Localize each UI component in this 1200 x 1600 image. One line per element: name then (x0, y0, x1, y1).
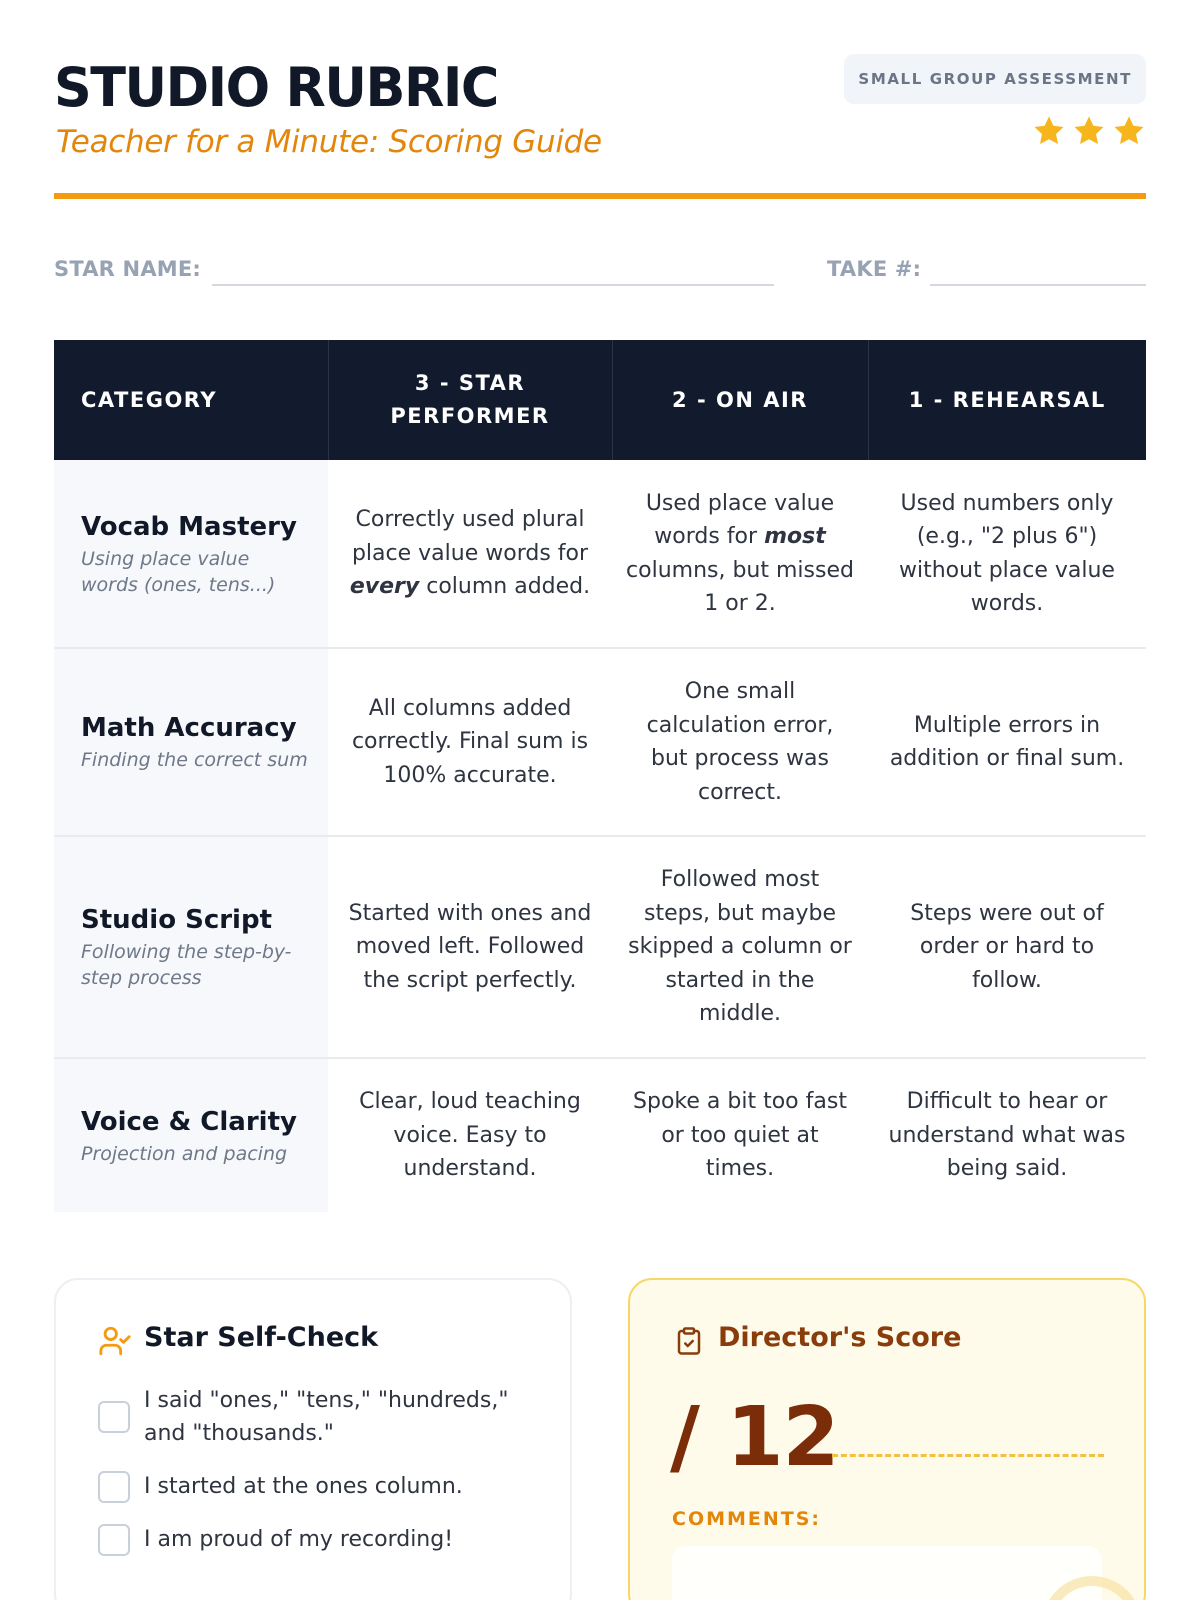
checklist-item-label: I said "ones," "tens," "hundreds," and "thousands." (144, 1388, 509, 1446)
category-cell (54, 836, 328, 1058)
category-name: Vocab Mastery (81, 511, 297, 542)
level-2-description: Spoke a bit too fast or too quiet at times. (633, 1089, 847, 1182)
category-description: Projection and pacing (81, 1142, 288, 1165)
checklist-item[interactable] (98, 1523, 453, 1556)
table-row (54, 836, 1146, 1058)
level-2-description: Followed most steps, but maybe skipped a column or started in the middle. (612, 836, 868, 1058)
comments-label: COMMENTS: (672, 1508, 822, 1530)
checklist-item[interactable] (98, 1470, 463, 1503)
level-1-description: Difficult to hear or understand what was being said. (888, 1089, 1126, 1182)
comments-box[interactable] (672, 1546, 1102, 1600)
header-level-1: 1 - REHEARSAL (868, 340, 1146, 460)
score-total: / 12 (670, 1390, 839, 1485)
level-3-description: Started with ones and moved left. Followed the script perfectly. (328, 836, 612, 1058)
page-title: STUDIO RUBRIC (54, 56, 498, 119)
score-entry-line[interactable] (832, 1454, 1104, 1457)
star-icon (1032, 114, 1066, 148)
level-3-description: Correctly used plural place value words for every column added. (328, 460, 612, 648)
checklist-item[interactable] (98, 1384, 524, 1450)
page-subtitle: Teacher for a Minute: Scoring Guide (56, 124, 602, 160)
level-2-description: One small calculation error, but process was correct. (612, 648, 868, 836)
checkbox[interactable] (98, 1524, 130, 1556)
category-cell (54, 1058, 328, 1212)
category-name: Math Accuracy (81, 713, 297, 743)
director-score-title: Director's Score (718, 1322, 962, 1353)
category-name: Voice & Clarity (81, 1106, 297, 1137)
category-description: Following the step-by-step process (81, 941, 292, 989)
checkbox[interactable] (98, 1471, 130, 1503)
star-name-line[interactable] (212, 284, 774, 286)
checklist-item-label: I started at the ones column. (144, 1474, 463, 1499)
table-row (54, 648, 1146, 836)
star-name-label: STAR NAME: (54, 257, 202, 281)
take-label: TAKE #: (827, 257, 922, 281)
assessment-badge: SMALL GROUP ASSESSMENT (844, 54, 1146, 104)
director-score-card (628, 1278, 1146, 1600)
user-check-icon (98, 1324, 132, 1358)
category-cell (54, 460, 328, 648)
header-category: CATEGORY (54, 340, 328, 460)
checkbox[interactable] (98, 1401, 130, 1433)
star-icon (1112, 114, 1146, 148)
header-level-2: 2 - ON AIR (612, 340, 868, 460)
level-1-description: Multiple errors in addition or final sum. (868, 648, 1146, 836)
checklist-item-label: I am proud of my recording! (144, 1527, 454, 1552)
clipboard-check-icon (674, 1324, 704, 1358)
rubric-table (54, 340, 1146, 1212)
take-line[interactable] (930, 284, 1146, 286)
category-name: Studio Script (81, 905, 273, 935)
rubric-header-row (54, 340, 1146, 460)
level-1-description: Used numbers only (e.g., "2 plus 6") without place value words. (868, 460, 1146, 648)
level-1-description: Steps were out of order or hard to follow. (868, 836, 1146, 1058)
header-level-3: 3 - STAR PERFORMER (328, 340, 612, 460)
category-description: Using place value words (ones, tens...) (81, 547, 276, 596)
self-check-title: Star Self-Check (144, 1322, 379, 1353)
self-check-card (54, 1278, 572, 1600)
header-divider (54, 193, 1146, 199)
level-3-description: Clear, loud teaching voice. Easy to understand. (359, 1089, 581, 1182)
star-icon (1072, 114, 1106, 148)
table-row (54, 460, 1146, 648)
table-row (54, 1058, 1146, 1212)
category-cell (54, 648, 328, 836)
star-rating (1032, 114, 1146, 148)
category-description: Finding the correct sum (81, 749, 308, 771)
level-2-description: Used place value words for most columns, but missed 1 or 2. (612, 460, 868, 648)
level-3-description: All columns added correctly. Final sum is 100% accurate. (328, 648, 612, 836)
